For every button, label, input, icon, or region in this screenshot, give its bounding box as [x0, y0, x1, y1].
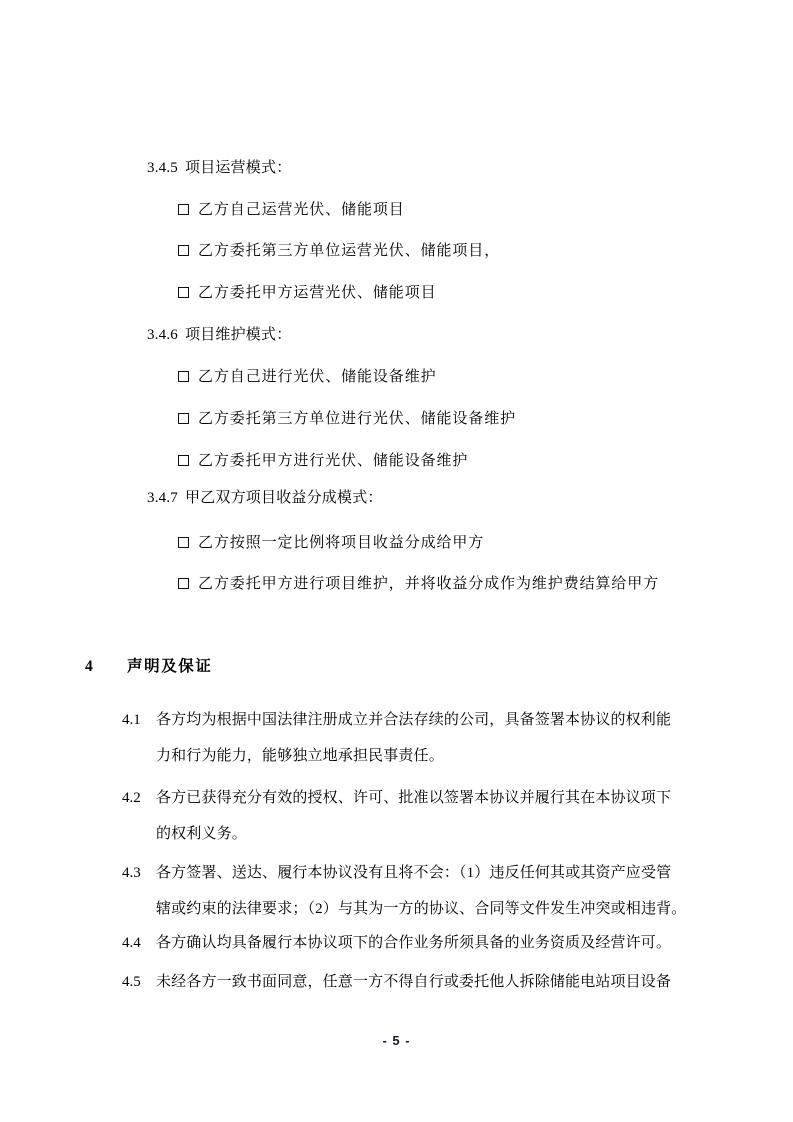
checkbox-option-row[interactable] — [178, 200, 405, 220]
checkbox-option-row[interactable] — [178, 451, 468, 471]
clause-title: 项目运营模式： — [185, 160, 292, 176]
section-heading-4 — [85, 657, 213, 677]
checkbox-icon[interactable] — [178, 204, 189, 215]
paragraph-number: 4.5 — [122, 974, 141, 990]
checkbox-icon[interactable] — [178, 245, 189, 256]
paragraph-line: 各方已获得充分有效的授权、许可、批准以签署本协议并履行其在本协议项下 — [156, 790, 672, 806]
checkbox-icon[interactable] — [178, 537, 189, 548]
checkbox-icon[interactable] — [178, 578, 189, 589]
clause-heading-3-4-5 — [147, 158, 291, 178]
paragraph-line: 力和行为能力，能够独立地承担民事责任。 — [156, 748, 444, 764]
checkbox-option-label: 乙方自己进行光伏、储能设备维护 — [198, 369, 437, 385]
checkbox-option-label: 乙方按照一定比例将项目收益分成给甲方 — [198, 535, 485, 551]
paragraph-text — [156, 780, 722, 852]
section-number: 4 — [85, 658, 93, 675]
checkbox-icon[interactable] — [178, 455, 189, 466]
paragraph-number: 4.3 — [122, 865, 141, 881]
checkbox-option-row[interactable] — [178, 283, 437, 303]
paragraph-4-4 — [122, 925, 722, 961]
checkbox-option-row[interactable] — [178, 241, 500, 261]
paragraph-line: 各方确认均具备履行本协议项下的合作业务所须具备的业务资质及经营许可。 — [156, 935, 672, 951]
paragraph-line: 未经各方一致书面同意，任意一方不得自行或委托他人拆除储能电站项目设备 — [156, 974, 672, 990]
clause-title: 项目维护模式： — [185, 327, 292, 343]
checkbox-icon[interactable] — [178, 371, 189, 382]
checkbox-option-label: 乙方委托甲方进行项目维护，并将收益分成作为维护费结算给甲方 — [198, 576, 660, 592]
paragraph-number: 4.2 — [122, 790, 141, 806]
paragraph-line: 各方均为根据中国法律注册成立并合法存续的公司，具备签署本协议的权利能 — [156, 712, 672, 728]
checkbox-option-row[interactable] — [178, 533, 484, 553]
checkbox-icon[interactable] — [178, 287, 189, 298]
clause-heading-3-4-7 — [147, 488, 383, 508]
checkbox-option-label: 乙方自己运营光伏、储能项目 — [198, 202, 405, 218]
checkbox-option-label: 乙方委托甲方运营光伏、储能项目 — [198, 285, 437, 301]
page-number-footer: - 5 - — [382, 1033, 411, 1048]
checkbox-option-row[interactable] — [178, 367, 437, 387]
paragraph-line: 辖或约束的法律要求；（2）与其为一方的协议、合同等文件发生冲突或相违背。 — [156, 901, 687, 917]
checkbox-option-label: 乙方委托第三方单位进行光伏、储能设备维护 — [198, 411, 517, 427]
checkbox-option-label: 乙方委托甲方进行光伏、储能设备维护 — [198, 453, 469, 469]
paragraph-4-3 — [122, 855, 722, 927]
paragraph-4-2 — [122, 780, 722, 852]
paragraph-line: 的权利义务。 — [156, 826, 247, 842]
clause-heading-3-4-6 — [147, 325, 291, 345]
clause-title: 甲乙双方项目收益分成模式： — [185, 490, 383, 506]
paragraph-4-5 — [122, 964, 722, 1000]
paragraph-text — [156, 855, 722, 927]
checkbox-option-row[interactable] — [178, 409, 516, 429]
checkbox-icon[interactable] — [178, 413, 189, 424]
paragraph-text — [156, 702, 722, 774]
paragraph-text — [156, 925, 722, 961]
checkbox-option-row[interactable] — [178, 574, 659, 594]
paragraph-line: 各方签署、送达、履行本协议没有且将不会：（1）违反任何其或其资产应受管 — [156, 865, 672, 881]
paragraph-number: 4.1 — [122, 712, 141, 728]
paragraph-number: 4.4 — [122, 935, 141, 951]
checkbox-option-label: 乙方委托第三方单位运营光伏、储能项目， — [198, 243, 501, 259]
clause-number: 3.4.7 — [147, 490, 178, 506]
paragraph-text — [156, 964, 722, 1000]
paragraph-4-1 — [122, 702, 722, 774]
clause-number: 3.4.6 — [147, 327, 178, 343]
clause-number: 3.4.5 — [147, 160, 178, 176]
section-title: 声明及保证 — [127, 658, 213, 675]
